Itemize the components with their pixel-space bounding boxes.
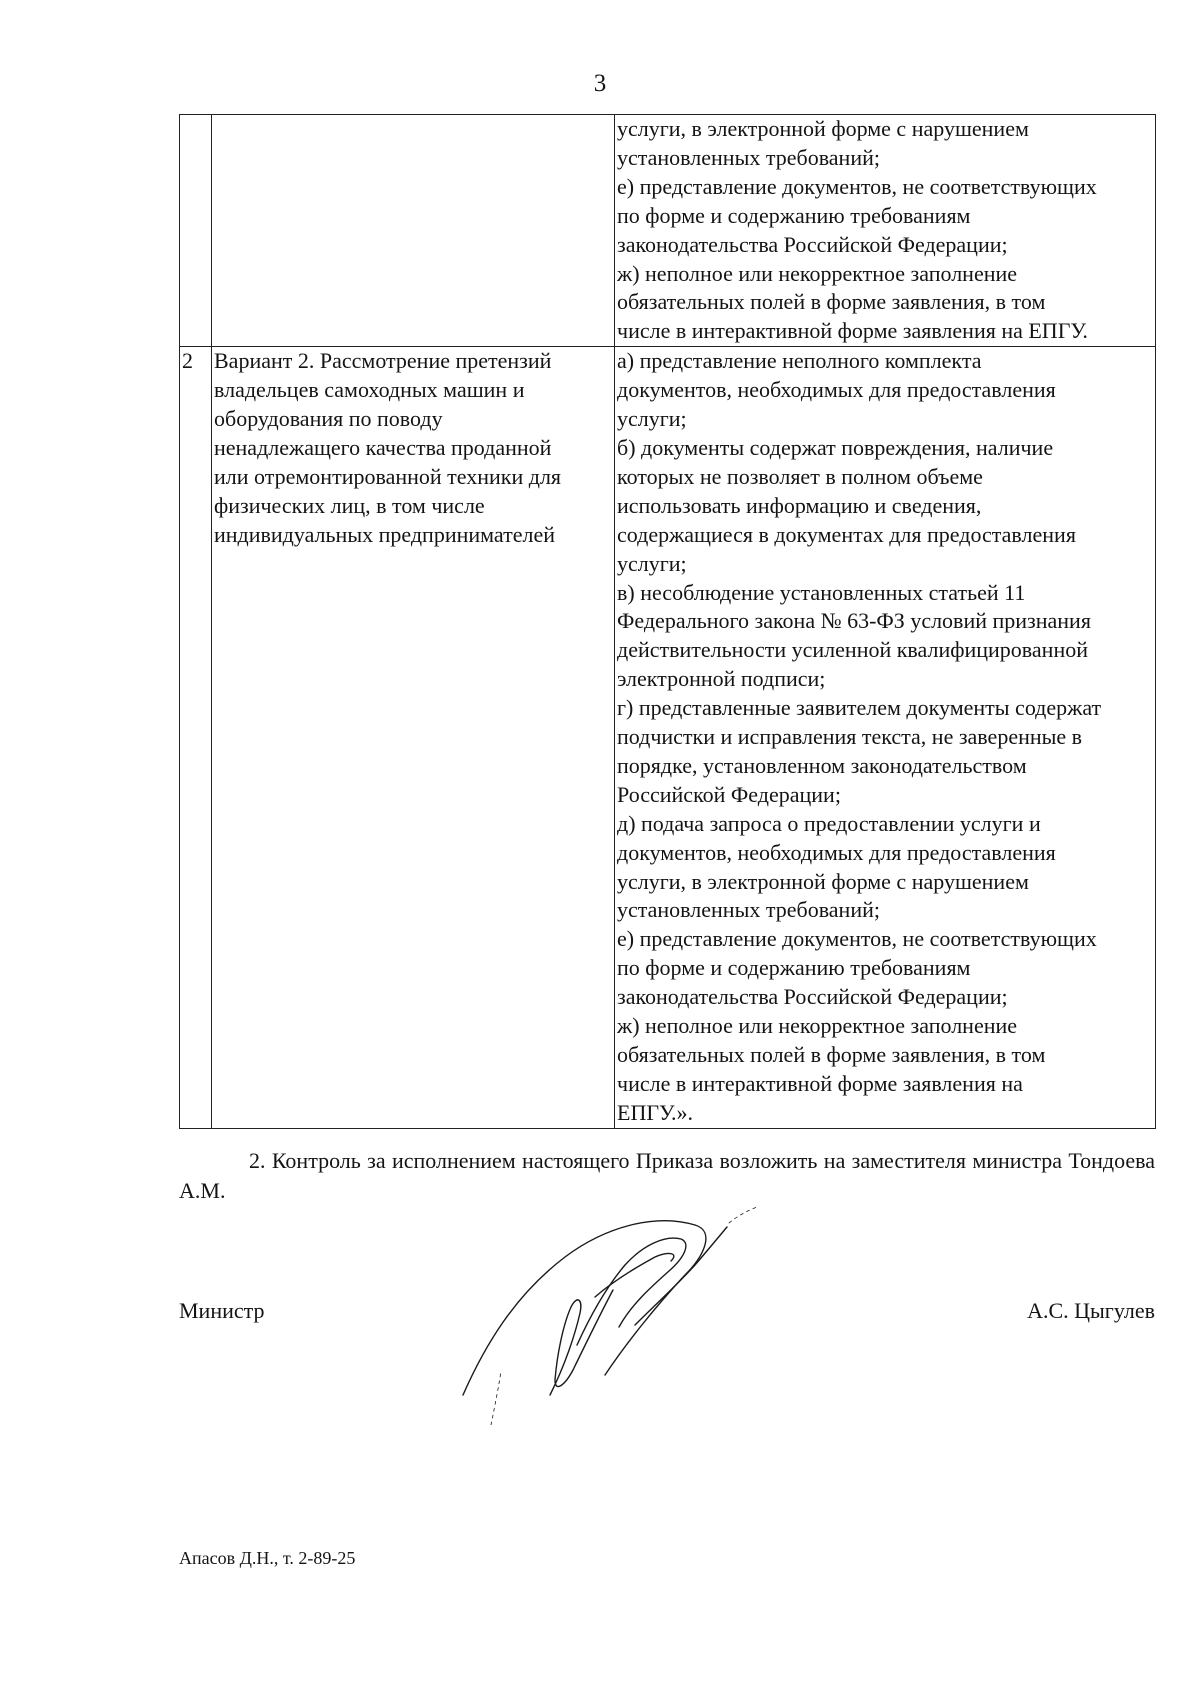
- grounds-line: установленных требований;: [617, 897, 880, 923]
- grounds-line: услуги, в электронной форме с нарушением: [617, 116, 1029, 141]
- grounds-line: числе в интерактивной форме заявления на: [617, 1070, 1023, 1096]
- grounds-line: которых не позволяет в полном объеме: [617, 463, 983, 489]
- grounds-cell: [615, 347, 1156, 1128]
- grounds-line: действительности усиленной квалифицированной: [617, 637, 1088, 663]
- grounds-line: услуги;: [617, 550, 687, 576]
- table-row: [180, 115, 1156, 347]
- variant-line: физических лиц, в том числе: [214, 492, 485, 518]
- signature-image: [455, 1195, 775, 1425]
- variant-line: оборудования по поводу: [214, 406, 443, 432]
- control-paragraph: 2. Контроль за исполнением настоящего Приказа возложить на заместителя министра Тондоева А.М.: [179, 1148, 1155, 1203]
- grounds-line: е) представление документов, не соответствующих: [617, 926, 1097, 952]
- variant-line: Вариант 2. Рассмотрение претензий: [214, 348, 552, 374]
- row-number-cell: 2: [180, 347, 212, 1128]
- grounds-line: законодательства Российской Федерации;: [617, 231, 1008, 257]
- grounds-line: законодательства Российской Федерации;: [617, 984, 1008, 1010]
- variant-cell: [212, 115, 615, 347]
- grounds-line: подчистки и исправления текста, не заверенные в: [617, 724, 1083, 750]
- grounds-line: услуги;: [617, 406, 687, 432]
- grounds-line: г) представленные заявителем документы содержат: [617, 695, 1102, 721]
- grounds-line: Российской Федерации;: [617, 781, 841, 807]
- variant-line: ненадлежащего качества проданной: [214, 434, 552, 460]
- grounds-line: документов, необходимых для предоставления: [617, 839, 1056, 865]
- executor-contact: Апасов Д.Н., т. 2-89-25: [179, 1548, 356, 1568]
- grounds-line: использовать информацию и сведения,: [617, 492, 982, 518]
- grounds-line: ж) неполное или некорректное заполнение: [617, 260, 1018, 286]
- grounds-line: порядке, установленном законодательством: [617, 752, 1027, 778]
- grounds-line: по форме и содержанию требованиям: [617, 202, 971, 228]
- grounds-line: по форме и содержанию требованиям: [617, 955, 971, 981]
- grounds-line: обязательных полей в форме заявления, в том: [617, 289, 1046, 315]
- grounds-line: б) документы содержат повреждения, наличие: [617, 434, 1054, 460]
- grounds-line: электронной подписи;: [617, 666, 826, 692]
- grounds-line: услуги, в электронной форме с нарушением: [617, 868, 1029, 894]
- grounds-line: д) подача запроса о предоставлении услуги и: [617, 810, 1041, 836]
- grounds-line: обязательных полей в форме заявления, в том: [617, 1042, 1046, 1067]
- grounds-line: е) представление документов, не соответствующих: [617, 173, 1097, 199]
- grounds-line: документов, необходимых для предоставления: [617, 377, 1056, 403]
- variant-line: индивидуальных предпринимателей: [214, 521, 555, 547]
- grounds-line: числе в интерактивной форме заявления на ЕПГУ.: [617, 318, 1088, 344]
- grounds-line: ж) неполное или некорректное заполнение: [617, 1013, 1018, 1039]
- grounds-line: установленных требований;: [617, 144, 880, 170]
- grounds-cell: [615, 115, 1156, 347]
- variant-line: владельцев самоходных машин и: [214, 377, 525, 403]
- grounds-line: содержащиеся в документах для предоставления: [617, 521, 1076, 547]
- page-number: 3: [593, 70, 607, 97]
- grounds-line: Федерального закона № 63-ФЗ условий признания: [617, 608, 1091, 634]
- grounds-line: а) представление неполного комплекта: [617, 348, 982, 374]
- signer-title: Министр: [179, 1298, 265, 1323]
- grounds-line: в) несоблюдение установленных статьей 11: [617, 579, 1026, 605]
- document-table: [179, 114, 1156, 1129]
- grounds-line: ЕПГУ.».: [617, 1099, 694, 1125]
- signer-name: А.С. Цыгулев: [1027, 1298, 1155, 1323]
- row-number-cell: [180, 115, 212, 347]
- variant-line: или отремонтированной техники для: [214, 463, 562, 489]
- table-row: [180, 347, 1156, 1128]
- variant-cell: [212, 347, 615, 1128]
